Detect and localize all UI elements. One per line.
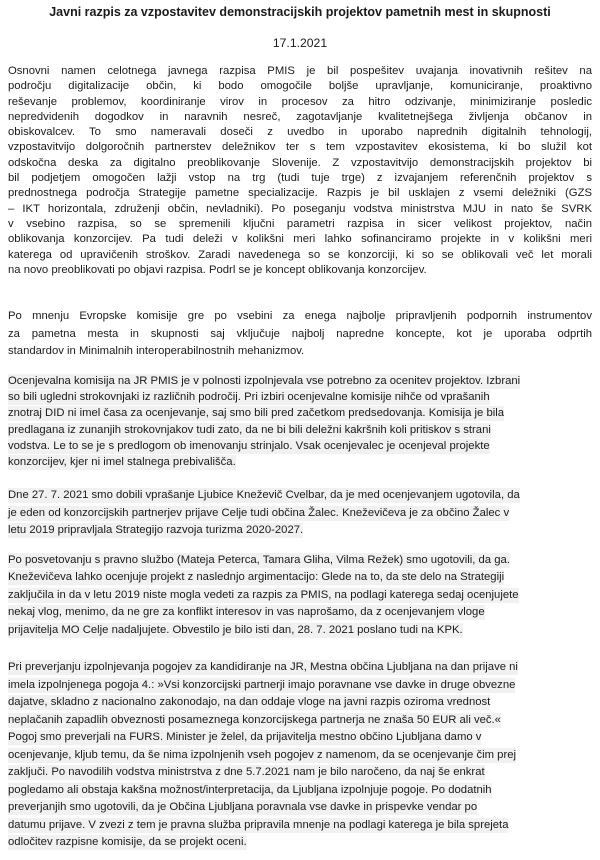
text-line: bil podjetjem omogočen lažji vstop na trg (tudi tuje trge) z izvajanjem referenčnih projektov s [8, 172, 592, 185]
text-line [8, 569, 592, 587]
text-line: v vsebino razpisa, so se spremenili ključni parametri razpisa in sicer velikost projektov, način [8, 217, 592, 230]
text-line [8, 604, 592, 622]
document-body [8, 64, 592, 852]
document-title: Javni razpis za vzpostavitev demonstracijskih projektov pametnih mest in skupnosti [49, 5, 551, 19]
highlighted-text: preverjanjih smo ugotovili, da je Občina Ljubljana poravnala vse davke in prispevke vendar po [8, 801, 478, 814]
highlighted-text: Ocenjevalna komisija na JR PMIS je v polnosti izpolnjevala vse potrebno za ocenitev projektov. Izbrani [8, 374, 521, 387]
highlighted-text: pogledamo ali obstaja kakšna možnost/interpretacija, da Ljubljana izpolnjuje pogoje. Po dodatnih [8, 783, 492, 796]
text-line [8, 799, 592, 817]
highlighted-text: so bili ugledni strokovnjaki iz različnih področij. Pri izbiri ocenjevalne komisije nihče od vprašanih [8, 390, 490, 403]
highlighted-text: predlagana iz zunanjih strokovnjakov tudi zato, da ne bi bili deležni kakršnih koli pritiskov s strani [8, 423, 491, 436]
highlighted-text: datumu prijave. V zvezi z tem je pravna služba pripravila mnenje na podlagi katerega je bila sprejeta [8, 818, 509, 831]
text-line [8, 505, 592, 523]
text-line [8, 587, 592, 605]
paragraph [8, 552, 592, 640]
highlighted-text: vodstva. Le to se je s predlogom ob imenovanju strinjalo. Vsak ocenjevalec je ocenjeval projekte [8, 439, 490, 452]
highlighted-text: Kneževičeva lahko ocenjuje projekt z naslednjo argimentacijo: Glede na to, da ste delo na Strategiji [8, 571, 505, 584]
text-line [8, 487, 592, 505]
document-date: 17.1.2021 [272, 36, 328, 50]
highlighted-text: Dne 27. 7. 2021 smo dobili vprašanje Ljubice Kneževič Cvelbar, da je med ocenjevanjem ugotovila, da [8, 489, 520, 502]
text-line: oblikovanja konzorcijev. Pa tudi deleži v kolikšni meri lahko sofinanciramo projekte in v kolikšni meri [8, 233, 592, 246]
text-line [8, 677, 592, 695]
text-line: za pametna mesta in skupnosti saj vključuje najbolj napredne koncepte, kot je uporaba odprtih [8, 327, 592, 340]
text-line [8, 522, 592, 540]
paragraph [8, 308, 592, 361]
text-line: Po mnenju Evropske komisije gre po vsebini za enega najbolje pripravljenih podpornih instrumentov [8, 310, 592, 323]
text-line [8, 373, 592, 389]
highlighted-text: je eden od konzorcijskih partnerjev prijave Celje tudi občina Žalec. Kneževičeva je za občino Žalec v [8, 506, 510, 519]
text-line: katerega od upravičenih stroškov. Zaradi navedenega so se konzorciji, ki so se oblikovali več let morali [8, 248, 592, 261]
text-line [8, 834, 592, 852]
highlighted-text: prijavitelja MO Celje nadaljujete. Obvestilo je bilo isti dan, 28. 7. 2021 poslano tudi na KPK. [8, 623, 463, 636]
highlighted-text: Pri preverjanju izpolnjevanja pogojev za kandidiranje na JR, Mestna občina Ljubljana na dan prijave ni [8, 661, 518, 674]
highlighted-text: Po posvetovanju s pravno službo (Mateja Peterca, Tamara Gliha, Vilma Režek) smo ugotovili, da ga. [8, 553, 510, 566]
text-line [8, 422, 592, 438]
text-line: vzpostavitvijo dolgoročnih partnerstev deležnikov ter s tem vzpostavitev ekosistema, ki bo služil kot [8, 141, 592, 154]
highlighted-text: neplačanih zapadlih obveznosti posameznega konzorcijskega partnerja ne znaša 50 EUR ali več.« [8, 713, 501, 726]
paragraph [8, 373, 592, 471]
highlighted-text: ocenjevanje, kljub temu, da še nima izpolnjenih vseh pogojev z namenom, da se ocenjevanje čim prej [8, 748, 517, 761]
text-line [8, 438, 592, 454]
text-line: obiskovalcev. To smo nameravali doseči z uvedbo in uporabo naprednih digitalnih tehnologij, [8, 126, 592, 139]
text-line: reševanje problemov, koordiniranje virov in procesov za hitro odzivanje, minimiziranje posledic [8, 95, 592, 108]
text-line: odskočna deska za digitalno preoblikovanje Slovenije. Z vzpostavitvijo demonstracijskih projektov bi [8, 156, 592, 169]
text-line: Osnovni namen celotnega javnega razpisa PMIS je bil pospešitev uvajanja inovativnih rešitev na [8, 65, 592, 77]
paragraph [8, 487, 592, 540]
paragraph [8, 64, 592, 278]
text-line: – IKT horizontala, združenji občin, nevladniki). Po poseganju vodstva ministrstva MJU in nato še SVRK [8, 202, 592, 215]
highlighted-text: zaključila in da v letu 2019 niste mogla vedeti za razpis za PMIS, na podlagi katerega sedaj ocenjujete [8, 588, 519, 601]
text-line: področju digitalizacije občin, ki bodo omogočile boljše upravljanje, komuniciranje, proaktivno [8, 80, 592, 93]
text-line [8, 782, 592, 800]
text-line [8, 817, 592, 835]
highlighted-text: Pogoj smo preverjali na FURS. Minister je želel, da prijavitelja mestno občino Ljubljana damo v [8, 731, 482, 744]
text-line [8, 729, 592, 747]
highlighted-text: znotraj DID ni imel časa za ocenjevanje, saj smo bili pred začetkom predsedovanja. Komisija je bila [8, 407, 505, 420]
text-line [8, 552, 592, 570]
highlighted-text: odločitev razpisne komisije, da se projekt oceni. [8, 836, 247, 849]
text-line [8, 622, 592, 640]
text-line [8, 747, 592, 765]
highlighted-text: letu 2019 pripravljala Strategijo razvoja turizma 2020-2027. [8, 524, 304, 537]
text-line: nepredvidenih dogodkov in naravnih nesreč, zagotavljanje kvalitetnejšega življenja občanov in [8, 110, 592, 123]
text-line [8, 405, 592, 421]
highlighted-text: dajatve, skladno z nacionalno zakonodajo, na dan oddaje vloge na javni razpis oziroma vrednost [8, 696, 491, 709]
paragraph [8, 659, 592, 852]
text-line [8, 389, 592, 405]
highlighted-text: konzorcijev, kjer ni imel stalnega prebivališča. [8, 456, 236, 469]
highlighted-text: nekaj vlog, menimo, da ne gre za konflikt interesov in vas naprošamo, da z ocenjevanjem vloge [8, 606, 485, 619]
highlighted-text: zaključi. Po navodilih vodstva ministrstva z dne 5.7.2021 nam je bilo naročeno, da naj še enkrat [8, 766, 485, 779]
text-line: prednostnega področja Strategije pametne specializacije. Razpis je bil usklajen z vsemi deležniki (GZS [8, 187, 592, 200]
text-line: standardov in Minimalnih interoperabilnostnih mehanizmov. [8, 345, 305, 358]
text-line [8, 694, 592, 712]
highlighted-text: imela izpolnjenega pogoja 4.: »Vsi konzorcijski partnerji imajo poravnane vse davke in druge obvezne [8, 678, 516, 691]
text-line [8, 712, 592, 730]
text-line [8, 764, 592, 782]
text-line: na novo preoblikovati po objavi razpisa. Podrl se je koncept oblikovanja konzorcijev. [8, 263, 427, 276]
text-line [8, 659, 592, 677]
text-line [8, 454, 592, 470]
